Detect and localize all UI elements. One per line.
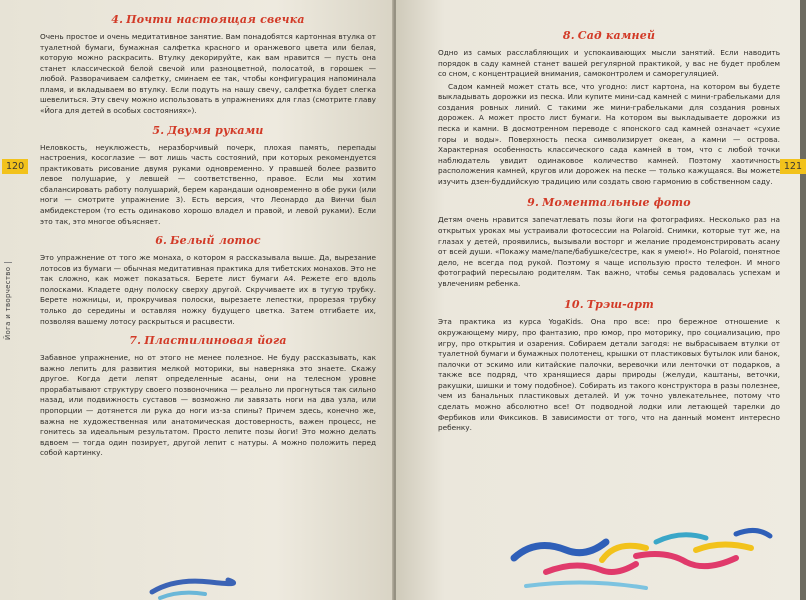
left-page bbox=[0, 0, 394, 600]
running-head: Йога и творчество bbox=[4, 262, 12, 340]
section-trash-art bbox=[438, 297, 780, 433]
section-candle bbox=[40, 12, 376, 117]
section-heading: 10. Трэш-арт bbox=[564, 298, 654, 312]
section-heading: 4. Почти настоящая свечка bbox=[111, 13, 305, 26]
right-page bbox=[396, 0, 800, 600]
section-heading: 8. Сад камней bbox=[562, 29, 656, 42]
section-instant-photos bbox=[438, 195, 780, 289]
page-number-left: 120 bbox=[2, 159, 28, 174]
paragraph: Эта практика из курса YogaKids. Она про все: про бережное отношение к окружающему миру, про фантазию, про юмор, про моторику, про социализацию, про игру, про открытия и озарения. Собираем детали загодя: не выбрасываем втулки от туалетной бумаги и бумажных полотенец, крышки от пластиковых бутылок или банок, палочки от эскимо или китайские палочки, веревочки или ленточки от подарков, а также все подряд, что хранящиеся дары природы (желуди, каштаны, веточки, ракушки, шишки и тому подобное). Собирать из такого конструктора в разы полезнее, чем из банальных пластиковых деталей. И уж точно увлекательнее, потому что сделать можно абсолютно все! От подводной лодки или летающей тарелки до Фербиков или Фиксиков. В зависимости от того, что на данный момент интересно ребенку. bbox=[438, 317, 780, 433]
section-plasticine-yoga bbox=[40, 333, 376, 459]
section-heading: 9. Моментальные фото bbox=[527, 196, 691, 210]
paragraph: Садом камней может стать все, что угодно: лист картона, на котором вы будете выкладывать дорожки из песка. Или купите мини-сад камней с мини-грабельками для создания ровных линий. С такими же мини-грабельками для создания ровных дорожек. А может просто лист бумаги. На котором вы выкладываете дорожки из песка и камни. В досмотренном переводе с японского сад камней означает «сухие горы и воды». Поверхность песка символизирует океан, а камни — острова. Характерная особенность классического сада камней в том, что с любой точки наблюдатель увидит одинаковое количество камней. Поэтому хаотичность расположения камней, кругов или дорожек на песке — только кажущаяся. Вы можете изучить дзен-буддийскую традицию или создать свою гармонию в собственном саду. bbox=[438, 81, 780, 186]
paragraph: Неловкость, неуклюжесть, неразборчивый почерк, плохая память, перепады настроения, косоглазие — вот лишь часть состояний, при которых рекомендуется практиковать рисование двумя руками одновременно. У правшей более развито левое полушарие, у левшей — соответственно, правое. Если мы хотим сбалансировать работу полушарий, берем карандаши одновременно в обе руки (или ноги — смотрите упражнение 3). Есть версия, что Леонардо да Винчи был амбидекстером (то есть одинаково хорошо владел и правой, и левой руками). Если это так, это многое объясняет. bbox=[40, 142, 376, 226]
section-white-lotus bbox=[40, 233, 376, 327]
brush-stroke-decoration bbox=[506, 520, 776, 600]
paragraph: Очень простое и очень медитативное занятие. Вам понадобятся картонная втулка от туалетной бумаги, бумажная салфетка красного и оранжевого цвета или белая, которую можно раскрасить. Втулку декорируйте, как вам нравится — пусть она станет классической белой свечой или разноцветной, полосатой, в горошек — любой. Разворачиваем салфетку, сминаем ее так, чтобы конфигурация напоминала пламя, и вкладываем во втулку. Если подуть на нашу свечу, салфетка будет слегка шевелиться. Эту свечу можно использовать в упражнениях для глаз (смотрите главу «Йога для детей в особых состояниях»). bbox=[40, 31, 376, 115]
page-number-right: 121 bbox=[780, 159, 806, 174]
section-heading: 6. Белый лотос bbox=[155, 234, 261, 248]
section-heading: 7. Пластилиновая йога bbox=[129, 334, 287, 348]
section-heading: 5. Двумя руками bbox=[152, 123, 264, 137]
paragraph: Одно из самых расслабляющих и успокаивающих мысли занятий. Если наводить порядок в саду камней станет вашей регулярной практикой, у вас не будет проблем со сном, с концентрацией внимания, самоконтролем и саморегуляцией. bbox=[438, 47, 780, 79]
paragraph: Это упражнение от того же монаха, о котором я рассказывала выше. Да, вырезание лотосов из бумаги — обычная медитативная практика для тибетских монахов. Это не так сложно, как может показаться. Берете лист бумаги А4. Режете его вдоль полосками. Кладете одну полоску сверху другой. Скручиваете их в тугую трубку. Берете ножницы, и, прокручивая полоски, вырезаете лепестки, прорезая трубку только до середины и оставляя ножку будущего цветка. Затем отгибаете их, позволяя вашему лотосу раскрыться и расцвести. bbox=[40, 253, 376, 326]
paragraph: Забавное упражнение, но от этого не менее полезное. Не буду рассказывать, как важно лепить для развития мелкой моторики, вы наверняка это знаете. Скажу другое. Когда дети лепят определенные асаны, они на телесном уровне прорабатывают структуру своего позвоночника — реально ли прогнуться так сильно назад, или подвижность суставов — возможно ли завязать ноги на два узла, или пропорции — дотянется ли рука до ноги из-за спины? Причем здесь, конечно же, важна не художественная или анатомическая достоверность, важен процесс, не гонитесь за идеальным результатом. Просто лепите позы йоги! Это можно делать вдвоем — тогда один позирует, другой лепит с натуры. А можно положить перед собой картинку. bbox=[40, 353, 376, 458]
paragraph: Детям очень нравится запечатлевать позы йоги на фотографиях. Несколько раз на открытых уроках мы устраивали фотосессии на Polaroid. Снимки, которые тут же, на глазах у детей, проявились, вызывали восторг и желание продемонстрировать асану от всей души. «Покажу маме/папе/бабушке/сестре, как я умею!». Но Polaroid, понятное дело, не всегда под рукой. Поэтому я чаще использую просто телефон. И много фотографий пересылаю родителям. Так важно, чтобы семья радовалась успехам и увлечениям ребенка. bbox=[438, 215, 780, 288]
brush-stroke-decoration bbox=[150, 572, 230, 600]
section-two-hands bbox=[40, 123, 376, 228]
section-rock-garden bbox=[438, 28, 780, 187]
